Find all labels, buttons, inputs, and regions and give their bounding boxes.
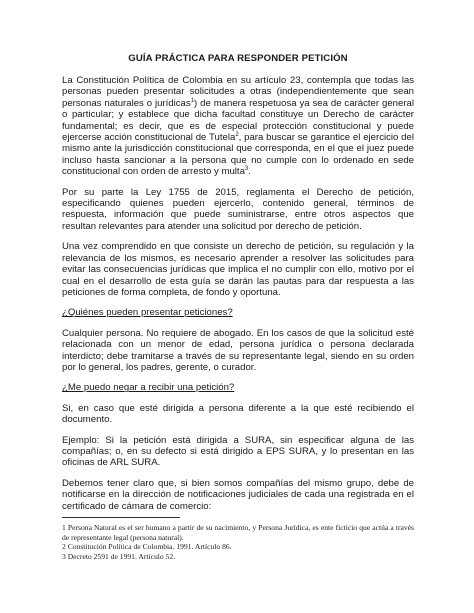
footnote-3: 3 Decreto 2591 de 1991. Artículo 52.: [62, 551, 176, 561]
document-title: GUÍA PRÁCTICA PARA RESPONDER PETICIÓN: [128, 53, 348, 64]
question-can-refuse: ¿Me puedo negar a recibir una petición?: [62, 382, 235, 394]
footnotes-section: [62, 517, 414, 561]
document-body: [62, 53, 414, 521]
footnote-ref-3[interactable]: 3: [244, 166, 249, 173]
paragraph-purpose: Una vez comprendido en que consiste un derecho de petición, su regulación y la relevancia de los mismos, es necesario aprender a resolver las solicitudes para evitar las consecuencias jurídicas que implica el no cumplir con ello, motivo por el cual en el desarrollo de esta guía se darán las pautas para dar respuesta a las peticiones de forma completa, de fondo y oportuna.: [62, 241, 414, 298]
paragraph-closing: Debemos tener claro que, si bien somos compañías del mismo grupo, debe de notificarse en la dirección de notificaciones judiciales de cada una registrada en el certificado de cámara de comercio:: [62, 477, 414, 512]
footnote-1: 1 Persona Natural es el ser humano a partir de su nacimiento, y Persona Jurídica, es ente ficticio que actúa a través de representante legal (persona natural).: [62, 523, 414, 542]
question-who-can-petition: ¿Quiénes pueden presentar peticiones?: [62, 307, 233, 319]
answer-who-can-petition: Cualquier persona. No requiere de abogado. En los casos de que la solicitud esté relacionada con un menor de edad, persona jurídica o persona declarada interdicto; debe tramitarse a través de su representante legal, siendo en su orden por lo general, los padres, gerente, o curador.: [62, 327, 414, 373]
footnote-divider: [62, 517, 180, 518]
answer-can-refuse: Si, en caso que esté dirigida a persona diferente a la que esté recibiendo el documento.: [62, 402, 414, 426]
paragraph-example: Ejemplo: Si la petición está dirigida a SURA, sin especificar alguna de las compañías; o, en su defecto si está dirigido a EPS SURA, y lo presentan en las oficinas de ARL SURA.: [62, 434, 414, 469]
paragraph-text: La Constitución Política de Colombia en su artículo 23, contempla que todas las personas pueden presentar solicitudes a otras (independientemente que sean personas naturales o jurídicas: [62, 75, 414, 109]
paragraph-text: , para buscar se garantice el ejercicio del mismo ante la jurisdicción constitucional que corresponda, en el que el juez puede incluso hasta sancionar a la persona que no cumple con lo ordenado en sede constitucional con orden de arresto y multa: [62, 132, 414, 178]
footnote-ref-2[interactable]: 2: [235, 131, 239, 138]
paragraph-text: ) de manera respetuosa ya sea de carácter general o particular; y establece que dicha facultad constituye un Derecho de carácter fundamental; es decir, que es de especial protección constitucional y puede ejercerse acción constitucional de Tutela: [62, 97, 414, 144]
footnote-2: 2 Constitución Política de Colombia. 1991. Artículo 86.: [62, 542, 232, 552]
footnote-ref-1[interactable]: 1: [190, 97, 195, 104]
paragraph-law: Por su parte la Ley 1755 de 2015, reglamenta el Derecho de petición, especificando quienes pueden ejercerlo, contenido general, términos de respuesta, información que puede suministrarse, entre otros aspectos que resultan relevantes para atender una solicitud por derecho de petición.: [62, 186, 414, 232]
paragraph-constitution: [62, 75, 414, 178]
paragraph-text: .: [248, 166, 251, 178]
